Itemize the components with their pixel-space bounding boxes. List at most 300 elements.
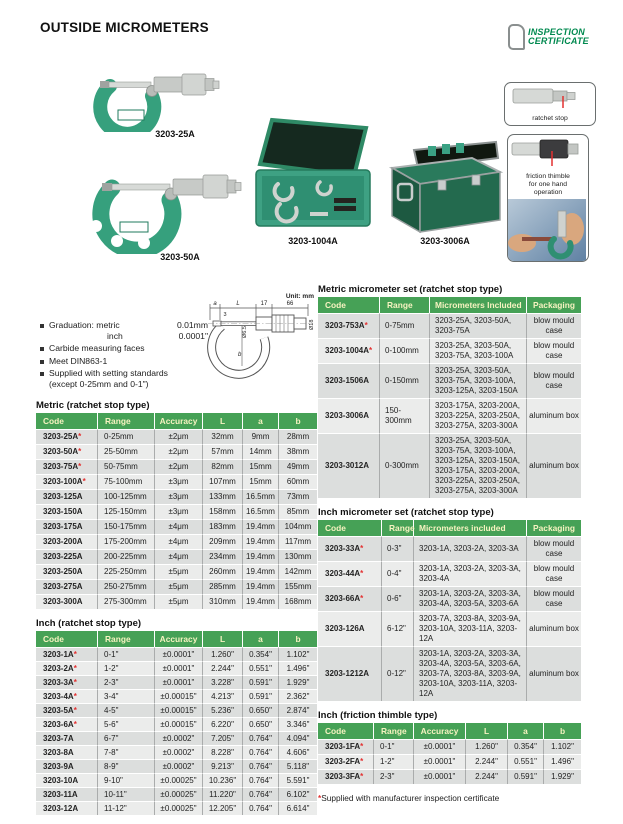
column-header: L [203,413,243,429]
certificate-star: * [73,691,77,701]
data-cell: blow mould case [527,313,581,338]
column-header: Micrometers Included [430,297,527,313]
code-cell: 3203-3006A [318,398,380,433]
friction-thimble-callout [507,134,589,262]
data-cell: blow mould case [527,363,581,398]
table-row [318,739,581,754]
table-row [36,689,317,703]
certificate-footnote [318,793,581,803]
data-cell: 0.764" [243,773,279,787]
table-row [36,579,317,594]
table-row [36,549,317,564]
data-cell: 1-2" [374,754,414,769]
data-cell: 50-75mm [98,459,155,474]
code-cell: 3203-5A* [36,703,98,717]
table-row [318,433,581,498]
data-cell: ±0.0002" [155,745,203,759]
code-cell: 3203-300A [36,594,98,609]
certificate-star: * [78,447,82,456]
data-cell: 175-200mm [98,534,155,549]
data-cell: 6.102" [279,787,317,801]
data-cell: 142mm [279,564,317,579]
data-cell: 2.244" [466,769,508,784]
certificate-star: * [369,346,373,355]
header-row [36,413,317,429]
feature-standards [40,368,208,390]
data-cell: 2.362" [279,689,317,703]
data-cell: 0-4" [382,561,414,586]
column-header: L [466,723,508,739]
data-cell: 0.354" [508,739,544,754]
data-cell: 7.205" [203,731,243,745]
right-table-column [318,284,581,803]
data-cell: 3203-25A, 3203-50A, 3203-75A, 3203-100A, 3203-125A, 3203-150A [430,363,527,398]
dimension-drawing [196,290,318,409]
table-row [36,647,317,661]
data-cell: 19.4mm [243,579,279,594]
code-cell: 3203-4A* [36,689,98,703]
code-cell: 3203-66A* [318,586,382,611]
standards-line1: Supplied with setting standards [49,367,168,378]
data-cell: ±0.0001" [155,647,203,661]
column-header: a [508,723,544,739]
friction-thimble-caption [508,172,588,199]
data-cell: 0.764" [243,801,279,815]
metric-table [36,413,317,609]
micrometer-large-label: 3203-50A [160,252,200,262]
certificate-star: * [73,705,77,715]
data-cell: 3203-1A, 3203-2A, 3203-3A, 3203-4A [414,561,527,586]
certificate-star: * [360,569,364,578]
data-cell: 75-100mm [98,474,155,489]
data-cell: 10.236" [203,773,243,787]
data-cell: 117mm [279,534,317,549]
set-case-label: 3203-1004A [288,236,338,246]
data-cell: 150-300mm [380,398,430,433]
data-cell: 107mm [203,474,243,489]
data-cell: blow mould case [527,338,581,363]
table-row [36,801,317,815]
friction-table-title: Inch (friction thimble type) [318,710,438,721]
table-row [318,646,581,701]
data-cell: 57mm [203,444,243,459]
column-header: b [279,413,317,429]
data-cell: 25-50mm [98,444,155,459]
column-header: Accuracy [155,413,203,429]
inch-set-table [318,520,581,701]
data-cell: 5.118" [279,759,317,773]
data-cell: 1.929" [544,769,581,784]
table-row [318,561,581,586]
data-cell: 19.4mm [243,519,279,534]
code-cell: 3203-75A* [36,459,98,474]
data-cell: 0-6" [382,586,414,611]
graduation-label: Graduation: metric [49,320,120,330]
certificate-star: * [360,757,364,766]
ratchet-stop-callout [504,82,596,126]
data-cell: 0-100mm [380,338,430,363]
data-cell: 3203-1A, 3203-2A, 3203-3A [414,536,527,561]
graduation-metric-value: 0.01mm [176,320,208,330]
data-cell: 0.591" [243,689,279,703]
header-row [318,520,581,536]
data-cell: ±5μm [155,564,203,579]
data-cell: 0-1" [98,647,155,661]
data-cell: 15mm [243,474,279,489]
data-cell: 0.764" [243,759,279,773]
data-cell: ±5μm [155,579,203,594]
data-cell: 1.496" [279,661,317,675]
column-header: Code [318,297,380,313]
data-cell: 3.346" [279,717,317,731]
data-cell: 0.551" [243,661,279,675]
table-row [36,759,317,773]
code-cell: 3203-3FA* [318,769,374,784]
data-cell: 2.244" [203,661,243,675]
data-cell: ±0.00015" [155,717,203,731]
code-cell: 3203-753A* [318,313,380,338]
data-cell: 275-300mm [98,594,155,609]
data-cell: 3203-25A, 3203-50A, 3203-75A, 3203-100A, 3203-125A, 3203-150A, 3203-175A, 3203-200A, 3203-225A, 3203-250A, 3203-275A, 3203-300A [430,433,527,498]
aluminum-box-image [384,128,506,239]
data-cell: 0.591" [508,769,544,784]
micrometer-small-label: 3203-25A [155,129,195,139]
code-cell: 3203-9A [36,759,98,773]
footnote-star: * [318,793,322,803]
data-cell: aluminum box [527,433,581,498]
inch-table [36,631,317,815]
dim-b: b [238,352,242,358]
data-cell: ±0.0001" [155,675,203,689]
data-cell: 3203-175A, 3203-200A, 3203-225A, 3203-250A, 3203-275A, 3203-300A [430,398,527,433]
column-header: Packaging [527,297,581,313]
data-cell: 0.764" [243,745,279,759]
column-header: Code [318,723,374,739]
column-header: b [544,723,581,739]
data-cell: ±0.00015" [155,689,203,703]
column-header: Code [36,631,98,647]
data-cell: 3-4" [98,689,155,703]
data-cell: 1.929" [279,675,317,689]
data-cell: 0-1" [374,739,414,754]
aluminum-box-label: 3203-3006A [420,236,470,246]
data-cell: 3203-25A, 3203-50A, 3203-75A, 3203-100A [430,338,527,363]
header-row [318,723,581,739]
code-cell: 3203-3A* [36,675,98,689]
data-cell: 260mm [203,564,243,579]
table-row [36,519,317,534]
data-cell: 0.551" [508,754,544,769]
certificate-star: * [360,594,364,603]
data-cell: 19.4mm [243,549,279,564]
data-cell: blow mould case [527,586,581,611]
table-row [36,717,317,731]
page-title: OUTSIDE MICROMETERS [40,20,209,35]
data-cell: ±0.00015" [155,703,203,717]
code-cell: 3203-10A [36,773,98,787]
data-cell: aluminum box [527,398,581,433]
data-cell: 0-12" [382,646,414,701]
micrometer-small-image [52,62,220,137]
code-cell: 3203-2FA* [318,754,374,769]
micrometer-large-image [44,160,244,259]
data-cell: 1.102" [279,647,317,661]
data-cell: ±0.0001" [414,739,466,754]
certificate-star: * [360,742,364,751]
data-cell: ±0.0001" [155,661,203,675]
data-cell: 38mm [279,444,317,459]
friction-thimble-image [508,135,586,167]
code-cell: 3203-7A [36,731,98,745]
data-cell: ±0.00025" [155,773,203,787]
table-row [318,338,581,363]
data-cell: ±2μm [155,429,203,444]
data-cell: 6-12" [382,611,414,646]
dim-66: 66 [286,301,294,307]
feature-graduation [40,320,208,342]
data-cell: 0-75mm [380,313,430,338]
dim-dia-spindle: Ø6.5 [242,326,248,338]
table-row [36,594,317,609]
data-cell: 100-125mm [98,489,155,504]
data-cell: 285mm [203,579,243,594]
data-cell: 10-11" [98,787,155,801]
code-cell: 3203-1A* [36,647,98,661]
data-cell: 6-7" [98,731,155,745]
friction-caption-line1: friction thimble [526,173,570,180]
data-cell: aluminum box [527,646,581,701]
column-header: b [279,631,317,647]
standards-line2: (except 0-25mm and 0-1") [49,378,149,389]
data-cell: ±5μm [155,594,203,609]
data-cell: 73mm [279,489,317,504]
left-table-column [36,400,317,824]
metric-set-table-title: Metric micrometer set (ratchet stop type) [318,284,503,295]
data-cell: ±4μm [155,519,203,534]
code-cell: 3203-1506A [318,363,380,398]
data-cell: 3203-1A, 3203-2A, 3203-3A, 3203-4A, 3203-5A, 3203-6A [414,586,527,611]
data-cell: 82mm [203,459,243,474]
code-cell: 3203-1004A* [318,338,380,363]
dim-3: 3 [223,312,227,318]
table-row [36,474,317,489]
data-cell: 3.228" [203,675,243,689]
table-row [318,313,581,338]
table-row [318,363,581,398]
data-cell: 1.496" [544,754,581,769]
data-cell: 6.614" [279,801,317,815]
code-cell: 3203-200A [36,534,98,549]
data-cell: ±0.0002" [155,759,203,773]
table-row [36,745,317,759]
data-cell: 4.213" [203,689,243,703]
bullet-icon [40,324,44,328]
certificate-star: * [82,477,86,486]
data-cell: 4.094" [279,731,317,745]
data-cell: 6.220" [203,717,243,731]
certificate-star: * [360,544,364,553]
column-header: a [243,413,279,429]
code-cell: 3203-11A [36,787,98,801]
code-cell: 3203-100A* [36,474,98,489]
table-row [36,489,317,504]
data-cell: 130mm [279,549,317,564]
data-cell: 2.244" [466,754,508,769]
dim-L: L [236,301,240,307]
code-cell: 3203-44A* [318,561,382,586]
data-cell: 1.260" [203,647,243,661]
code-cell: 3203-275A [36,579,98,594]
bullet-icon [40,360,44,364]
column-header: a [243,631,279,647]
data-cell: 15mm [243,459,279,474]
certificate-star: * [360,772,364,781]
table-row [36,534,317,549]
bullet-icon [40,347,44,351]
code-cell: 3203-33A* [318,536,382,561]
feature-list [40,320,208,391]
data-cell: ±3μm [155,489,203,504]
data-cell: 4.606" [279,745,317,759]
data-cell: 16.5mm [243,489,279,504]
friction-table [318,723,581,784]
dim-a: a [213,301,217,307]
inch-set-table-title: Inch micrometer set (ratchet stop type) [318,507,494,518]
table-row [36,429,317,444]
data-cell: 0.354" [243,647,279,661]
data-cell: 19.4mm [243,564,279,579]
data-cell: 225-250mm [98,564,155,579]
data-cell: 60mm [279,474,317,489]
column-header: Range [382,520,414,536]
data-cell: 49mm [279,459,317,474]
data-cell: 209mm [203,534,243,549]
data-cell: 8.228" [203,745,243,759]
data-cell: 0.650" [243,717,279,731]
data-cell: 1.102" [544,739,581,754]
table-row [36,459,317,474]
data-cell: ±2μm [155,459,203,474]
certificate-star: * [78,432,82,441]
data-cell: 19.4mm [243,534,279,549]
data-cell: 5.591" [279,773,317,787]
table-row [36,773,317,787]
code-cell: 3203-3012A [318,433,380,498]
data-cell: 2.874" [279,703,317,717]
code-cell: 3203-1212A [318,646,382,701]
data-cell: 0-3" [382,536,414,561]
data-cell: 19.4mm [243,594,279,609]
feature-din: Meet DIN863-1 [40,356,208,367]
data-cell: 5.236" [203,703,243,717]
data-cell: 2-3" [98,675,155,689]
data-cell: 16.5mm [243,504,279,519]
certificate-star: * [364,321,368,330]
code-cell: 3203-250A [36,564,98,579]
data-cell: 8-9" [98,759,155,773]
table-row [36,504,317,519]
table-row [36,444,317,459]
column-header: Code [36,413,98,429]
table-row [318,536,581,561]
data-cell: ±2μm [155,444,203,459]
column-header: Range [98,413,155,429]
header-row [36,631,317,647]
data-cell: 158mm [203,504,243,519]
data-cell: 0-25mm [98,429,155,444]
data-cell: 234mm [203,549,243,564]
table-row [36,703,317,717]
data-cell: 4-5" [98,703,155,717]
code-cell: 3203-150A [36,504,98,519]
table-row [318,769,581,784]
data-cell: 85mm [279,504,317,519]
data-cell: ±3μm [155,504,203,519]
table-row [36,564,317,579]
data-cell: ±4μm [155,534,203,549]
code-cell: 3203-225A [36,549,98,564]
table-row [318,398,581,433]
data-cell: ±0.00025" [155,801,203,815]
code-cell: 3203-126A [318,611,382,646]
data-cell: 133mm [203,489,243,504]
data-cell: 0.764" [243,787,279,801]
column-header: Range [380,297,430,313]
bullet-icon [40,372,44,376]
code-cell: 3203-2A* [36,661,98,675]
code-cell: 3203-1FA* [318,739,374,754]
certificate-star: * [73,663,77,673]
data-cell: 9-10" [98,773,155,787]
friction-caption-line3: operation [533,188,563,196]
ratchet-stop-caption: ratchet stop [532,115,568,122]
column-header: Accuracy [155,631,203,647]
table-row [36,675,317,689]
metric-table-title: Metric (ratchet stop type) [36,400,150,411]
certificate-star: * [73,649,77,659]
micrometer-set-case-image [250,116,376,239]
data-cell: 168mm [279,594,317,609]
metric-set-table [318,297,581,498]
certificate-star: * [73,719,77,729]
table-row [36,661,317,675]
dim-dia-thimble: Ø18 [309,319,315,330]
column-header: L [203,631,243,647]
data-cell: 250-275mm [98,579,155,594]
graduation-inch-value: 0.0001" [178,331,208,342]
column-header: Packaging [527,520,581,536]
dim-17: 17 [260,301,268,307]
badge-line2: CERTIFICATE [528,36,589,46]
data-cell: 150-175mm [98,519,155,534]
data-cell: ±3μm [155,474,203,489]
code-cell: 3203-175A [36,519,98,534]
friction-caption-line2: for one hand [528,180,568,188]
data-cell: 3203-1A, 3203-2A, 3203-3A, 3203-4A, 3203-5A, 3203-6A, 3203-7A, 3203-8A, 3203-9A, 3203-10A, 3203-11A, 3203-12A [414,646,527,701]
data-cell: 104mm [279,519,317,534]
feature-carbide: Carbide measuring faces [40,343,208,354]
header-row [318,297,581,313]
data-cell: 11-12" [98,801,155,815]
graduation-inch-label: inch [107,331,123,342]
column-header: Accuracy [414,723,466,739]
code-cell: 3203-50A* [36,444,98,459]
column-header: Micrometers included [414,520,527,536]
data-cell: 7-8" [98,745,155,759]
table-row [318,586,581,611]
data-cell: 9mm [243,429,279,444]
footnote-text: Supplied with manufacturer inspection certificate [321,793,500,803]
